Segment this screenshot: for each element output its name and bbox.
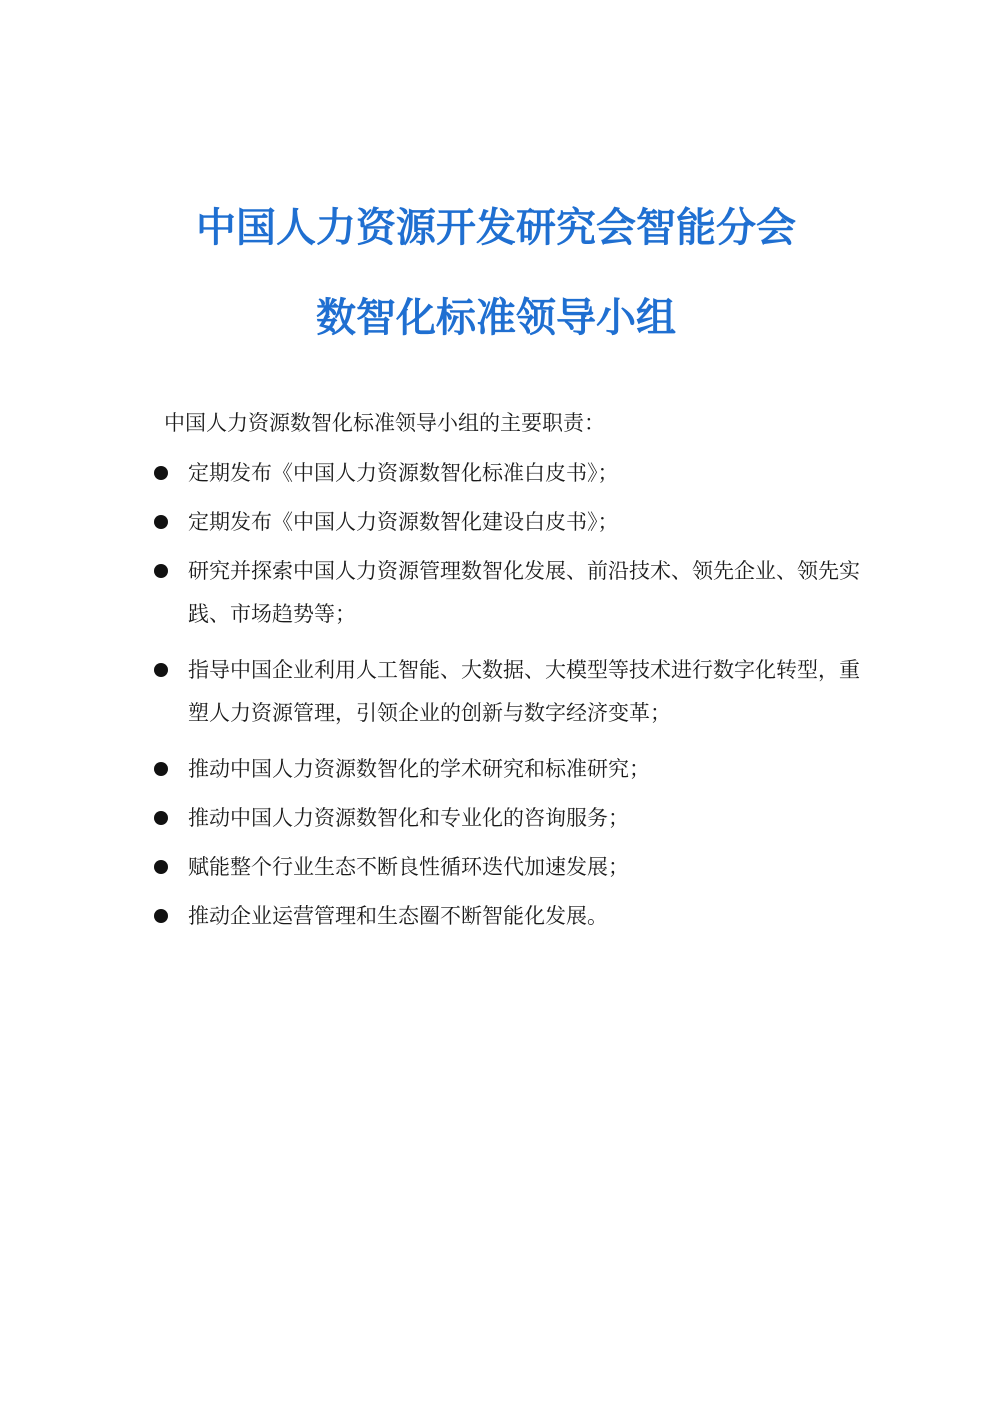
bullet-icon <box>154 860 168 874</box>
bullet-icon <box>154 663 168 677</box>
bullet-icon <box>154 762 168 776</box>
list-item <box>152 550 872 636</box>
bullet-icon <box>154 564 168 578</box>
list-item <box>152 748 872 784</box>
list-item-text: 研究并探索中国人力资源管理数智化发展、前沿技术、领先企业、领先实践、市场趋势等； <box>188 559 860 626</box>
list-item <box>152 649 872 735</box>
bullet-icon <box>154 811 168 825</box>
list-item-text: 定期发布《中国人力资源数智化建设白皮书》； <box>188 510 619 534</box>
list-item-text: 推动中国人力资源数智化和专业化的咨询服务； <box>188 806 629 830</box>
duties-intro: 中国人力资源数智化标准领导小组的主要职责： <box>164 411 605 435</box>
list-item <box>152 846 872 882</box>
bullet-icon <box>154 909 168 923</box>
duty-list <box>152 452 872 944</box>
list-item <box>152 452 872 488</box>
bullet-icon <box>154 515 168 529</box>
list-item-text: 推动企业运营管理和生态圈不断智能化发展。 <box>188 904 608 928</box>
list-item-text: 定期发布《中国人力资源数智化标准白皮书》； <box>188 461 619 485</box>
list-item <box>152 895 872 931</box>
document-title-line-2: 数智化标准领导小组 <box>316 295 676 341</box>
document-title-line-1: 中国人力资源开发研究会智能分会 <box>196 205 796 251</box>
bullet-icon <box>154 466 168 480</box>
list-item-text: 推动中国人力资源数智化的学术研究和标准研究； <box>188 757 650 781</box>
list-item <box>152 797 872 833</box>
list-item-text: 赋能整个行业生态不断良性循环迭代加速发展； <box>188 855 629 879</box>
list-item-text: 指导中国企业利用人工智能、大数据、大模型等技术进行数字化转型，重塑人力资源管理，引领企业的创新与数字经济变革； <box>188 658 860 725</box>
list-item <box>152 501 872 537</box>
